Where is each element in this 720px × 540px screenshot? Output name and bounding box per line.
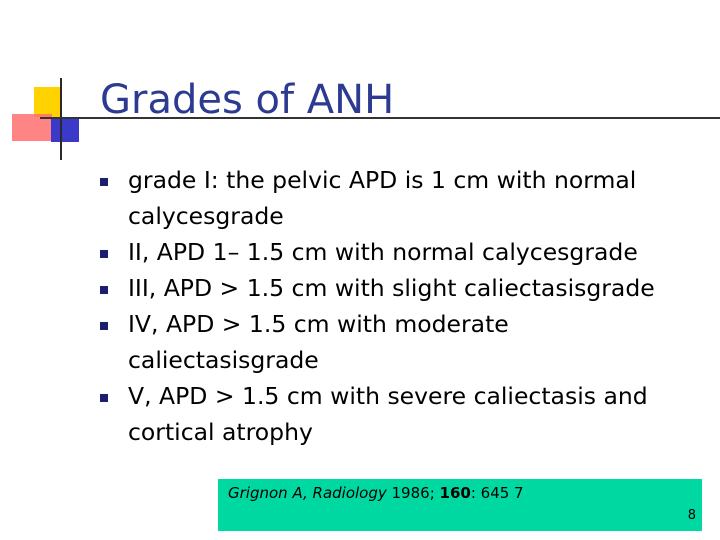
bullet-text-line: calycesgrade bbox=[128, 202, 284, 230]
bullet-text-line: II, APD 1– 1.5 cm with normal calycesgrade bbox=[128, 238, 638, 266]
reference-citation bbox=[228, 484, 524, 502]
bullet-marker-2 bbox=[100, 250, 108, 258]
bullet-text-line: IV, APD > 1.5 cm with moderate bbox=[128, 310, 509, 338]
reference-pages: : 645 7 bbox=[470, 484, 524, 502]
bullet-text-line: V, APD > 1.5 cm with severe caliectasis and bbox=[128, 382, 648, 410]
page-number: 8 bbox=[687, 508, 696, 523]
reference-volume: 160 bbox=[439, 484, 471, 502]
reference-box bbox=[218, 479, 702, 531]
vertical-rule bbox=[60, 78, 62, 160]
bullet-marker-1 bbox=[100, 178, 108, 186]
reference-author: Grignon A, bbox=[228, 484, 313, 502]
bullet-marker-3 bbox=[100, 286, 108, 294]
bullet-text-line: caliectasisgrade bbox=[128, 346, 319, 374]
bullet-marker-4 bbox=[100, 322, 108, 330]
slide-logo-decoration bbox=[0, 0, 100, 170]
blue-square-shape bbox=[51, 118, 79, 142]
bullet-text-line: III, APD > 1.5 cm with slight caliectasisgrade bbox=[128, 274, 655, 302]
bullet-text-line: cortical atrophy bbox=[128, 418, 313, 446]
bullet-marker-5 bbox=[100, 394, 108, 402]
slide-title: Grades of ANH bbox=[100, 77, 395, 123]
yellow-square-shape bbox=[34, 87, 62, 117]
reference-journal: Radiology bbox=[312, 484, 387, 502]
bullet-text-line: grade I: the pelvic APD is 1 cm with normal bbox=[128, 166, 637, 194]
reference-year: 1986; bbox=[386, 484, 440, 502]
